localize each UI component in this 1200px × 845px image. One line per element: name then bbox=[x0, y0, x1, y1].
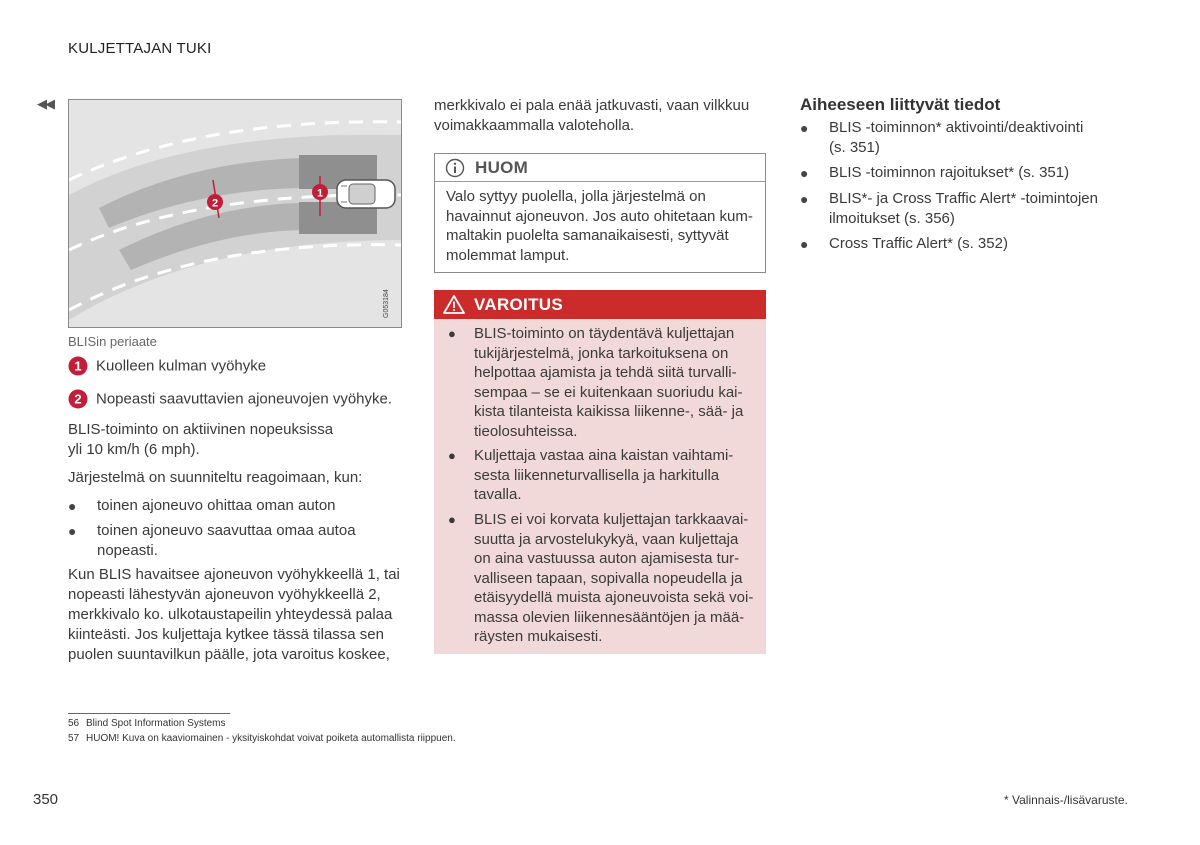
text-line: sesta liikenneturvallisella ja harkitulla bbox=[474, 466, 720, 484]
link-text: BLIS -toiminnon rajoitukset* (s. 351) bbox=[829, 164, 1070, 181]
continuation-paragraph bbox=[434, 96, 774, 136]
bullet-icon: ● bbox=[800, 120, 809, 136]
text-line: sempaa – se ei kuitenkaan suoriudu kai- bbox=[474, 383, 743, 401]
bullet-icon: ● bbox=[800, 165, 809, 181]
bullet-icon: ● bbox=[68, 498, 77, 514]
detection-paragraph bbox=[68, 565, 408, 665]
text-line: BLIS ei voi korvata kuljettajan tarkkaavai- bbox=[474, 511, 749, 528]
text-line: massa olevien liikennesääntöjen ja mää- bbox=[474, 608, 745, 626]
related-link[interactable] bbox=[800, 234, 1140, 254]
list-item bbox=[68, 521, 398, 561]
text-line: suutta ja arvostelukykyä, vaan kuljettaja bbox=[474, 530, 739, 548]
svg-text:2: 2 bbox=[211, 197, 219, 210]
warning-item bbox=[448, 446, 758, 506]
note-box bbox=[434, 153, 766, 273]
bullet-icon: ● bbox=[800, 191, 809, 207]
list-item bbox=[68, 496, 398, 516]
text-line: Kuljettaja vastaa aina kaistan vaihtami- bbox=[474, 447, 734, 464]
link-text: BLIS -toiminnon* aktivointi/deaktivointi bbox=[829, 119, 1084, 136]
svg-text:2: 2 bbox=[74, 391, 82, 407]
warning-item bbox=[448, 510, 758, 650]
related-link[interactable] bbox=[800, 118, 1140, 158]
footnote-text: HUOM! Kuva on kaaviomainen - yksityiskohdat voivat poiketa automallista riippuen. bbox=[86, 733, 456, 744]
footnote-text: Blind Spot Information Systems bbox=[86, 718, 226, 729]
footnote bbox=[68, 718, 226, 729]
bullet-icon: ● bbox=[448, 512, 456, 527]
footnote-number: 57 bbox=[68, 733, 80, 744]
callout-number-2-icon bbox=[68, 389, 88, 409]
info-icon bbox=[445, 158, 465, 178]
related-info-title: Aiheeseen liittyvät tiedot bbox=[800, 95, 1001, 114]
text-line: toinen ajoneuvo saavuttaa omaa autoa bbox=[97, 522, 356, 539]
text-line: BLIS-toiminto on aktiivinen nopeuksissa bbox=[68, 421, 334, 438]
speed-paragraph bbox=[68, 420, 408, 460]
text-line: puolen suuntavilkun päälle, jota varoitus koskee, bbox=[68, 646, 390, 663]
text-line: Kun BLIS havaitsee ajoneuvon vyöhykkeellä 1, tai bbox=[68, 566, 400, 583]
bullet-icon: ● bbox=[800, 236, 809, 252]
text-line: yli 10 km/h (6 mph). bbox=[68, 441, 200, 458]
text-line: maltakin puolelta samanaikaisesti, syttyvät bbox=[446, 227, 729, 244]
image-id-label: G053184 bbox=[383, 289, 390, 318]
reaction-paragraph: Järjestelmä on suunniteltu reagoimaan, kun: bbox=[68, 469, 363, 486]
blis-diagram bbox=[68, 99, 402, 328]
link-text: ilmoitukset (s. 356) bbox=[829, 210, 955, 227]
svg-text:1: 1 bbox=[316, 187, 324, 200]
footnote bbox=[68, 733, 456, 744]
callout-number-1-icon bbox=[68, 356, 88, 376]
text-line: nopeasti lähestyvän ajoneuvon vyöhykkeellä 2, bbox=[68, 586, 381, 603]
link-text: Cross Traffic Alert* (s. 352) bbox=[829, 235, 1008, 252]
text-line: nopeasti. bbox=[97, 542, 158, 559]
text-line: molemmat lamput. bbox=[446, 246, 570, 264]
note-body bbox=[446, 187, 760, 265]
text-line: kiinteästi. Jos kuljettaja kytkee tässä tilassa sen bbox=[68, 626, 384, 643]
callout-text: Kuolleen kulman vyöhyke bbox=[96, 357, 267, 375]
text-line: Valo syttyy puolella, jolla järjestelmä on bbox=[446, 188, 706, 205]
bullet-icon: ● bbox=[448, 448, 456, 463]
car-icon bbox=[337, 180, 395, 208]
text-line: toinen ajoneuvo ohittaa oman auton bbox=[97, 497, 336, 514]
options-note: * Valinnais-/lisävaruste. bbox=[1004, 793, 1128, 807]
text-line: valliseen tapaan, sopivalla nopeudella ja bbox=[474, 569, 743, 587]
footnote-number: 56 bbox=[68, 718, 80, 729]
text-line: etäisyydellä muista ajoneuvoista sekä voi- bbox=[474, 589, 754, 606]
text-line: voimakkaammalla valoteholla. bbox=[434, 117, 635, 134]
callout-2 bbox=[68, 389, 392, 409]
text-line: tukijärjestelmä, jonka tarkoituksena on bbox=[474, 344, 729, 362]
warning-title: VAROITUS bbox=[474, 295, 563, 314]
text-line: kista tilanteista kaikissa liikenne-, sää- ja bbox=[474, 403, 744, 420]
text-line: BLIS-toiminto on täydentävä kuljettajan bbox=[474, 325, 735, 342]
text-line: räysten mukaisesti. bbox=[474, 628, 603, 645]
note-header bbox=[435, 154, 765, 182]
warning-item bbox=[448, 324, 758, 442]
previous-page-icon[interactable]: ◀◀ bbox=[37, 96, 53, 111]
note-title: HUOM bbox=[475, 158, 529, 177]
text-line: helpottaa ajamista ja tehdä siitä turvalli- bbox=[474, 364, 737, 381]
bullet-icon: ● bbox=[68, 523, 77, 539]
footnote-divider bbox=[68, 713, 230, 714]
link-text: (s. 351) bbox=[829, 139, 880, 156]
related-link[interactable] bbox=[800, 163, 1140, 183]
figure-caption: BLISin periaate bbox=[68, 334, 157, 349]
link-text: BLIS*- ja Cross Traffic Alert* -toimintojen bbox=[829, 190, 1098, 207]
bullet-icon: ● bbox=[448, 326, 456, 341]
text-line: on aina vastuussa auton ajamisesta tur- bbox=[474, 550, 740, 567]
warning-header bbox=[434, 290, 766, 319]
text-line: merkkivalo ei pala enää jatkuvasti, vaan vilkkuu bbox=[434, 97, 750, 114]
page-number: 350 bbox=[33, 791, 59, 808]
text-line: havainnut ajoneuvon. Jos auto ohitetaan kum- bbox=[446, 207, 753, 225]
text-line: merkkivalo ko. ulkotaustapeilin yhteydessä palaa bbox=[68, 606, 393, 623]
section-title: KULJETTAJAN TUKI bbox=[68, 40, 212, 57]
callout-text: Nopeasti saavuttavien ajoneuvojen vyöhyke. bbox=[96, 390, 393, 408]
warning-triangle-icon bbox=[443, 294, 465, 315]
text-line: tieolosuhteissa. bbox=[474, 422, 578, 440]
warning-box bbox=[434, 290, 766, 654]
related-link[interactable] bbox=[800, 189, 1140, 229]
text-line: tavalla. bbox=[474, 486, 522, 503]
svg-text:1: 1 bbox=[74, 358, 82, 374]
callout-1 bbox=[68, 356, 266, 376]
